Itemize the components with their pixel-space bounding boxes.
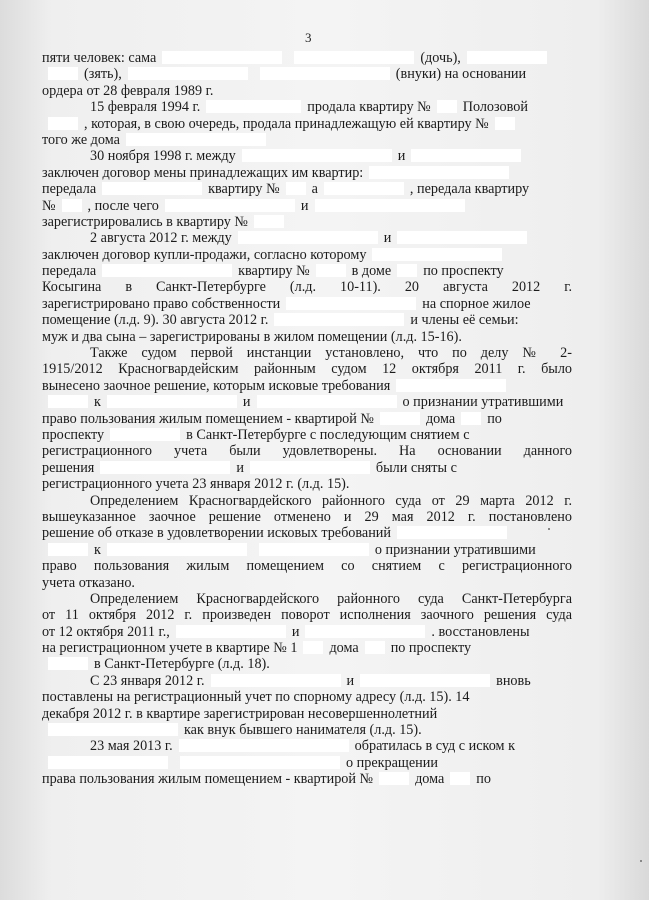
text-segment: учета отказано. <box>42 574 135 591</box>
text-segment: о признании утратившими <box>402 394 564 411</box>
redaction-box <box>274 313 404 326</box>
text-segment: ордера от 28 февраля 1989 г. <box>42 82 214 99</box>
text-line <box>42 66 572 82</box>
text-segment: и <box>242 394 251 411</box>
text-segment: по проспекту <box>423 263 504 280</box>
text-line <box>42 525 572 541</box>
text-segment: Определением Красногвардейского районного суда Санкт-Петербурга <box>90 590 572 607</box>
text-segment: вынесено заочное решение, которым исковые требования <box>42 377 391 394</box>
redaction-box <box>315 199 465 212</box>
redaction-box <box>176 625 286 638</box>
redaction-box <box>102 182 202 195</box>
text-segment: , которая, в свою очередь, продала принадлежащую ей квартиру № <box>84 115 489 132</box>
text-segment: и члены её семьи: <box>410 312 519 329</box>
redaction-box <box>62 199 82 212</box>
text-line <box>42 263 572 279</box>
text-segment: и <box>236 459 244 476</box>
text-segment: от 12 октября 2011 г., <box>42 623 170 640</box>
redaction-box <box>48 395 88 408</box>
page-number: 3 <box>305 30 312 45</box>
redaction-box <box>107 543 247 556</box>
text-segment: заключен договор купли-продажи, согласно которому <box>42 246 367 263</box>
text-line <box>42 558 572 574</box>
text-line <box>42 329 572 345</box>
text-segment: дома <box>329 640 359 657</box>
text-segment: 2 августа 2012 г. между <box>90 230 232 247</box>
text-segment: Также судом первой инстанции установлено, что по делу № 2- <box>90 345 572 362</box>
text-line <box>42 50 572 66</box>
text-segment: и <box>300 197 309 214</box>
redaction-box <box>180 756 340 769</box>
redaction-box <box>286 297 416 310</box>
redaction-box <box>126 133 266 146</box>
scan-speck <box>640 860 642 862</box>
text-segment: в доме <box>351 263 392 280</box>
redaction-box <box>100 461 230 474</box>
text-segment: пяти человек: сама <box>42 50 157 66</box>
text-segment: Косыгина в Санкт-Петербурге (л.д. 10-11). 20 августа 2012 г. <box>42 279 572 296</box>
text-segment: проспекту <box>42 426 105 443</box>
text-segment: С 23 января 2012 г. <box>90 672 205 689</box>
text-line <box>42 230 572 246</box>
redaction-box <box>48 117 78 130</box>
redaction-box <box>102 264 232 277</box>
text-segment: зарегистрировано право собственности <box>42 295 281 312</box>
text-line <box>42 476 572 492</box>
redaction-box <box>365 641 385 654</box>
redaction-box <box>179 739 349 752</box>
redaction-box <box>461 412 481 425</box>
text-line <box>42 640 572 656</box>
text-segment: 15 февраля 1994 г. <box>90 99 201 116</box>
text-line <box>42 99 572 115</box>
text-segment: , передала квартиру <box>409 181 530 198</box>
text-line <box>42 345 572 361</box>
text-segment: и <box>291 623 300 640</box>
text-segment: муж и два сына – зарегистрированы в жилом помещении (л.д. 15-16). <box>42 328 462 345</box>
text-line <box>42 181 572 197</box>
text-line <box>42 116 572 132</box>
text-segment: решения <box>42 459 95 476</box>
redaction-box <box>128 67 248 80</box>
text-segment: № <box>42 197 56 214</box>
text-segment: регистрационного учета были удовлетворены. На основании данного <box>42 443 572 460</box>
redaction-box <box>259 543 369 556</box>
text-segment: помещение (л.д. 9). 30 августа 2012 г. <box>42 312 269 329</box>
text-segment: дома <box>425 410 456 427</box>
redaction-box <box>397 231 527 244</box>
redaction-box <box>238 231 378 244</box>
text-line <box>42 443 572 459</box>
text-segment: поставлены на регистрационный учет по спорному адресу (л.д. 15). 14 <box>42 689 470 706</box>
text-segment: и <box>346 672 355 689</box>
text-segment: Полозовой <box>462 99 528 116</box>
text-segment: как внук бывшего нанимателя (л.д. 15). <box>184 722 422 739</box>
text-line <box>42 656 572 672</box>
redaction-box <box>48 756 168 769</box>
redaction-box <box>48 723 178 736</box>
text-segment: на регистрационном учете в квартире № 1 <box>42 640 298 657</box>
text-line <box>42 771 572 787</box>
redaction-box <box>372 248 502 261</box>
text-segment: передала <box>42 263 97 280</box>
redaction-box <box>305 625 425 638</box>
text-segment: и <box>383 230 392 247</box>
text-line <box>42 247 572 263</box>
text-line <box>42 279 572 295</box>
redaction-box <box>397 264 417 277</box>
text-segment: 1915/2012 Красногвардейским районным судом 12 октября 2011 г. было <box>42 361 572 378</box>
text-line <box>42 378 572 394</box>
redaction-box <box>316 264 346 277</box>
text-line <box>42 296 572 312</box>
text-line <box>42 591 572 607</box>
text-line <box>42 132 572 148</box>
redaction-box <box>380 412 420 425</box>
redaction-box <box>303 641 323 654</box>
text-line <box>42 394 572 410</box>
redaction-box <box>360 674 490 687</box>
text-segment: о признании утратившими <box>374 541 536 558</box>
text-segment: в Санкт-Петербурге (л.д. 18). <box>94 656 270 673</box>
text-segment: были сняты с <box>375 459 457 476</box>
text-segment: вышеуказанное заочное решение отменено и 29 мая 2012 г. постановлено <box>42 508 572 525</box>
text-line <box>42 361 572 377</box>
scan-speck <box>548 528 550 530</box>
text-segment: (зять), <box>84 66 122 83</box>
redaction-box <box>165 199 295 212</box>
redaction-box <box>250 461 370 474</box>
text-segment: 30 ноября 1998 г. между <box>90 148 236 165</box>
text-segment: по проспекту <box>390 640 472 657</box>
text-segment: зарегистрировались в квартиру № <box>42 213 248 230</box>
text-segment: право пользования жилым помещением - квартирой № <box>42 410 374 427</box>
text-segment: решение об отказе в удовлетворении исковых требований <box>42 525 391 542</box>
redaction-box <box>257 395 397 408</box>
text-line <box>42 706 572 722</box>
text-segment: . восстановлены <box>431 623 530 640</box>
redaction-box <box>107 395 237 408</box>
redaction-box <box>411 149 521 162</box>
text-segment: по <box>487 410 502 427</box>
text-line <box>42 411 572 427</box>
document-body <box>42 50 572 788</box>
redaction-box <box>324 182 404 195</box>
text-line <box>42 607 572 623</box>
text-segment: права пользования жилым помещением - квартирой № <box>42 771 374 788</box>
text-segment: к <box>94 541 101 558</box>
text-line <box>42 427 572 443</box>
redaction-box <box>48 543 88 556</box>
redaction-box <box>286 182 306 195</box>
text-segment: и <box>397 148 406 165</box>
redaction-box <box>397 526 507 539</box>
text-segment: к <box>94 394 101 411</box>
text-segment: заключен договор мены принадлежащих им квартир: <box>42 164 364 181</box>
redaction-box <box>242 149 392 162</box>
text-line <box>42 198 572 214</box>
text-line <box>42 148 572 164</box>
text-segment: (дочь), <box>420 50 461 66</box>
text-segment: обратилась в суд с иском к <box>354 738 515 755</box>
text-line <box>42 722 572 738</box>
text-segment: того же дома <box>42 131 120 148</box>
text-segment: о прекращении <box>346 754 438 771</box>
text-line <box>42 460 572 476</box>
redaction-box <box>294 51 414 64</box>
text-segment: на спорное жилое <box>422 295 531 312</box>
redaction-box <box>467 51 547 64</box>
text-segment: (внуки) на основании <box>395 66 527 83</box>
redaction-box <box>396 379 506 392</box>
text-line <box>42 214 572 230</box>
redaction-box <box>379 772 409 785</box>
text-segment: декабря 2012 г. в квартире зарегистрирован несовершеннолетний <box>42 705 438 722</box>
text-segment: от 11 октября 2012 г. произведен поворот исполнения заочного решения суда <box>42 607 572 624</box>
text-segment: дома <box>415 771 445 788</box>
text-line <box>42 575 572 591</box>
redaction-box <box>260 67 390 80</box>
text-segment: квартиру № <box>208 181 280 198</box>
redaction-box <box>211 674 341 687</box>
redaction-box <box>162 51 282 64</box>
redaction-box <box>110 428 180 441</box>
text-segment: передала <box>42 181 97 198</box>
text-line <box>42 509 572 525</box>
text-segment: регистрационного учета 23 января 2012 г. (л.д. 15). <box>42 476 350 493</box>
text-segment: Определением Красногвардейского районного суда от 29 марта 2012 г. <box>90 492 572 509</box>
text-segment: , после чего <box>87 197 159 214</box>
text-line <box>42 624 572 640</box>
text-line <box>42 165 572 181</box>
text-segment: квартиру № <box>238 263 310 280</box>
text-segment: а <box>311 181 318 198</box>
text-segment: 23 мая 2013 г. <box>90 738 173 755</box>
text-line <box>42 493 572 509</box>
text-segment: в Санкт-Петербурге с последующим снятием с <box>186 426 470 443</box>
redaction-box <box>48 657 88 670</box>
redaction-box <box>437 100 457 113</box>
redaction-box <box>206 100 301 113</box>
text-line <box>42 689 572 705</box>
redaction-box <box>254 215 284 228</box>
redaction-box <box>495 117 515 130</box>
redaction-box <box>450 772 470 785</box>
text-segment: вновь <box>496 672 531 689</box>
text-line <box>42 83 572 99</box>
text-line <box>42 738 572 754</box>
text-segment: право пользования жилым помещением со снятием с регистрационного <box>42 558 572 575</box>
text-segment: продала квартиру № <box>307 99 431 116</box>
text-segment: по <box>476 771 491 788</box>
redaction-box <box>48 67 78 80</box>
redaction-box <box>369 166 509 179</box>
text-line <box>42 542 572 558</box>
text-line <box>42 755 572 771</box>
text-line <box>42 312 572 328</box>
text-line <box>42 673 572 689</box>
